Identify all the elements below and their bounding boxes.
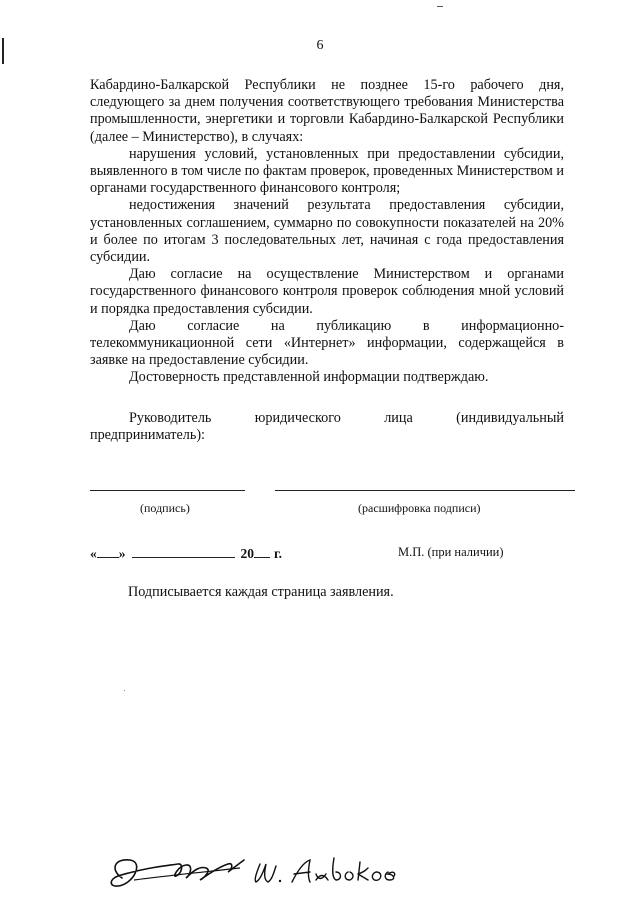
paragraph-confirmation: Достоверность представленной информации подтверждаю. [129,369,489,386]
paragraph-case-violation: нарушения условий, установленных при предоставлении субсидии, выявленного в том числе по фактам проверок, проведенных Министерством и органами государственного финансового контроля; [90,145,564,197]
signer-word-legal: юридического [254,410,341,426]
seal-note: М.П. (при наличии) [398,545,504,559]
month-blank [132,545,235,558]
day-blank [97,545,119,558]
date-field [90,545,282,562]
scan-mark-top [437,6,443,7]
signer-word-head: Руководитель [129,410,212,426]
date-close-quote: » [118,546,126,561]
year-century: 20 [240,546,254,561]
paragraph-case-nonachievement: недостижения значений результата предоставления субсидии, установленных соглашением, суммарно по совокупности показателей на 20% и более по итогам 3 последовательных лет, начиная с года предоставления субсидии. [90,197,564,266]
signer-word-individual: (индивидуальный [456,410,564,426]
paragraph-consent-inspection: Даю согласие на осуществление Министерством и органами государственного финансового контроля проверок соблюдения мной условий и порядка предоставления субсидии. [90,266,564,317]
signer-word-entity: лица [384,410,413,426]
signer-line2: предприниматель): [90,427,206,444]
closing-note: Подписывается каждая страница заявления. [128,584,394,600]
year-blank [254,545,270,558]
document-body [90,77,564,387]
paragraph-consent-publication: Даю согласие на публикацию в информационно-телекоммуникационной сети «Интернет» информации, содержащейся в заявке на предоставление субсидии. [90,317,564,369]
signer-title [90,410,564,444]
page-number: 6 [316,38,324,53]
decoding-line [275,490,575,491]
date-open-quote: « [90,546,97,561]
signature-line [90,490,245,491]
handwritten-signature [104,840,404,900]
signature-caption: (подпись) [140,501,190,515]
decoding-caption: (расшифровка подписи) [358,501,481,515]
year-suffix: г. [274,546,282,561]
scan-speck [124,690,125,691]
paragraph-intro: Кабардино-Балкарской Республики не позднее 15-го рабочего дня, следующего за днем получения соответствующего требования Министерства промышленности, энергетики и торговли Кабардино-Балкарской Республики (далее – Министерство), в случаях: [90,77,564,145]
